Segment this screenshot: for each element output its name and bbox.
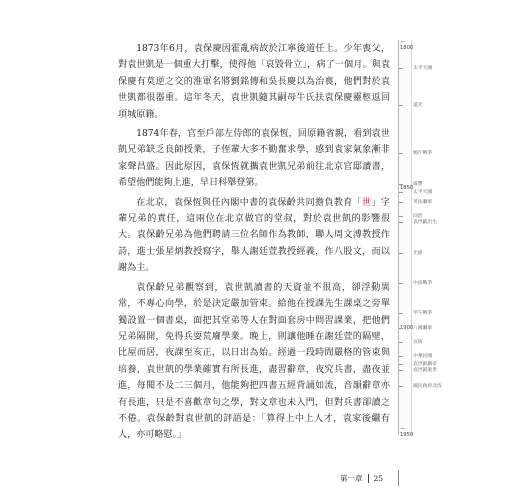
body-text [118, 41, 390, 447]
timeline-tick [399, 216, 403, 217]
timeline-year: 1900 [400, 325, 414, 332]
paragraph [118, 195, 390, 277]
timeline-tick [399, 202, 403, 203]
paragraph-text: 在北京，袁保恆與任內閣中書的袁保齡共同擔負教育「 [136, 197, 363, 208]
timeline-entry: 咸豐 [413, 182, 423, 188]
timeline-tick [399, 222, 403, 223]
timeline-tick [399, 105, 403, 106]
timeline-entry: 袁世凱逝世 [413, 367, 437, 373]
timeline-tick [399, 192, 403, 193]
paragraph [118, 280, 390, 444]
footer-separator [368, 474, 369, 483]
timeline-entry: 道光 [413, 103, 423, 109]
timeline-entry: 袁世凱稱帝 [413, 361, 437, 367]
timeline-tick [399, 356, 403, 357]
timeline-year: 1850 [400, 185, 414, 192]
timeline-tick [399, 153, 403, 154]
historical-timeline [398, 38, 442, 439]
timeline-tick [399, 283, 403, 284]
timeline-tick [399, 313, 403, 314]
timeline-tick [399, 370, 403, 371]
paragraph-text: 1873年6月，袁保慶因霍亂病故於江寧後道任上。少年喪父，對袁世凱是一個重大打擊，使得他「哀毀骨立」，病了一個月。與袁保慶有莫逆之交的淮軍名將劉銘傳和吳長慶以為治喪，他們對於袁世凱都很器重。這年冬天，袁世凱隨其嗣母牛氏扶袁保慶靈柩返回項城原籍。 [118, 44, 390, 120]
paragraph [118, 126, 390, 192]
timeline-entry: 甲午戰爭 [413, 310, 433, 316]
timeline-tick [399, 342, 403, 343]
timeline-entry: 太平天國 [413, 190, 433, 196]
timeline-tick [399, 328, 403, 329]
timeline-tick [399, 364, 403, 365]
timeline-year: — 1950 [400, 426, 414, 439]
page-number: 25 [373, 473, 384, 483]
paragraph-text: 袁保齡兄弟觀察到，袁世凱讀書的天資並不很高，卻浮動異常，不專心向學，於是決定嚴加管束。給他在授課先生課桌之旁單獨設置一個書桌，面把其堂弟等人在對面套房中問習課業，把他們兄弟隔開，免得兵耍荒廢學業。晚上，則讓他睡在謝廷萱的隔壁，比屋而居，夜課至亥正，以日出為始。經過一段時間嚴格的管束與培養，袁世凱的學業確實有所長進，盡習辭章，夜究兵書，盡夜並進，每閱不及二三個月，他能夠把四書五經背誦如流，音韻辭章亦有長進，只是不喜歡章句之學，對文章也未入門，但對兵書卻讀之不倦。袁保齡對袁世凱的評語是：「算得上中上人才，袁家後繼有人，亦可略慰。」 [118, 282, 390, 441]
chapter-label: 第一章 [340, 473, 363, 483]
timeline-tick [399, 184, 403, 185]
timeline-entry: 袁世凱出生 [413, 219, 437, 225]
paragraph-text: 」字輩兄弟的責任，這兩位在北京做官的堂叔，對於袁世凱的影響很大。袁保齡兄弟為他們聘請三位名師作為教師，聯人周文溥教授作詩，進士張星炳教授寫字，舉人謝廷萱教授經義，作八股文，而以謝為主。 [118, 197, 390, 274]
page-footer [340, 472, 383, 484]
timeline-entry: 宣統 [413, 340, 423, 346]
footer-rule [398, 470, 405, 486]
timeline-entry: 同治 [413, 213, 423, 219]
paragraph-text: 世 [362, 197, 372, 208]
timeline-entry: 國民政府北伐 [413, 383, 442, 389]
timeline-tick [399, 386, 403, 387]
timeline-tick [399, 68, 403, 69]
timeline-entry: 光緒 [413, 251, 423, 257]
timeline-entry: 中法戰爭 [413, 280, 433, 286]
paragraph [118, 41, 390, 123]
timeline-entry: 英法聯軍 [413, 199, 433, 205]
timeline-year: — 1800 [400, 38, 414, 51]
timeline-entry: 八國聯軍 [413, 326, 433, 332]
timeline-tick [399, 253, 403, 254]
timeline-entry: 中華民國 [413, 354, 433, 359]
timeline-entry: 鴉片戰爭 [413, 150, 433, 156]
paragraph-text: 1874年春，官至戶部左侍郎的袁保恆，回原籍省親，看到袁世凱兄弟缺乏良師授業，子侄輩大多不勤奮求學，感到袁家氣象漸非家聲昌盛。因此原因，袁保恆就攜袁世凱兄弟前往北京官邸讀書，希望他們能夠上進，早日科舉登第。 [118, 129, 390, 189]
timeline-entry: 太平天國 [413, 65, 433, 71]
